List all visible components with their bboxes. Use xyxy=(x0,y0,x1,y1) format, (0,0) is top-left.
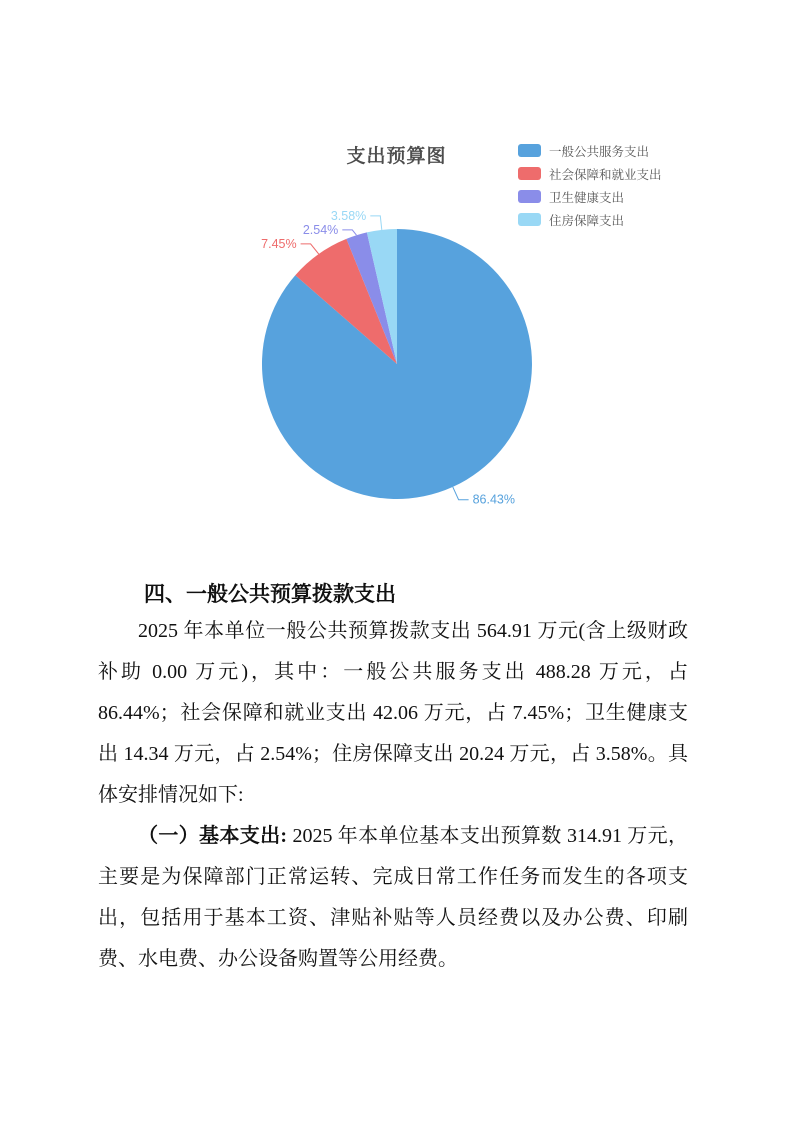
paragraph-1 xyxy=(98,816,688,980)
pie-percent-label: 7.45% xyxy=(261,236,297,251)
label-leader-line xyxy=(342,230,356,235)
chart-legend xyxy=(518,144,662,236)
chart-title: 支出预算图 xyxy=(346,146,447,167)
legend-item-3 xyxy=(518,213,662,226)
legend-label: 住房保障支出 xyxy=(549,213,625,228)
pie-percent-label: 2.54% xyxy=(302,222,339,237)
legend-swatch-icon xyxy=(518,213,541,226)
expenditure-budget-chart xyxy=(0,0,793,545)
legend-label: 卫生健康支出 xyxy=(549,190,625,205)
text-run: 2025 年本单位基本支出预算数 314.91 万元，主要是为保障部门正常运转、完成日常工作任务而发生的各项支出，包括用于基本工资、津贴补贴等人员经费以及办公费、印刷费、水电费、办公设备购置等公用经费。 xyxy=(98,825,688,970)
legend-label: 一般公共服务支出 xyxy=(549,144,650,159)
pie-chart xyxy=(0,0,793,545)
legend-swatch-icon xyxy=(518,144,541,157)
body-paragraphs xyxy=(98,611,688,980)
legend-swatch-icon xyxy=(518,167,541,180)
label-leader-line xyxy=(453,487,469,500)
pie-percent-label: 3.58% xyxy=(330,208,367,223)
legend-label: 社会保障和就业支出 xyxy=(549,167,662,182)
paragraph-0 xyxy=(98,611,688,816)
text-run: （一）基本支出: xyxy=(138,825,288,847)
legend-item-1 xyxy=(518,167,662,180)
legend-item-2 xyxy=(518,190,662,203)
label-leader-line xyxy=(370,216,382,230)
legend-swatch-icon xyxy=(518,190,541,203)
text-run: 2025 年本单位一般公共预算拨款支出 564.91 万元(含上级财政补助 0.00 万元)，其中：一般公共服务支出 488.28 万元，占 86.44%；社会保障和就业支出 42.06 万元，占 7.45%；卫生健康支出 14.34 万元，占 2.54%；住房保障支出 20.24 万元，占 3.58%。具体安排情况如下: xyxy=(98,620,688,806)
label-leader-line xyxy=(301,244,319,254)
legend-item-0 xyxy=(518,144,662,157)
pie-percent-label: 86.43% xyxy=(472,492,516,507)
section-heading: 四、一般公共预算拨款支出 xyxy=(144,583,396,606)
